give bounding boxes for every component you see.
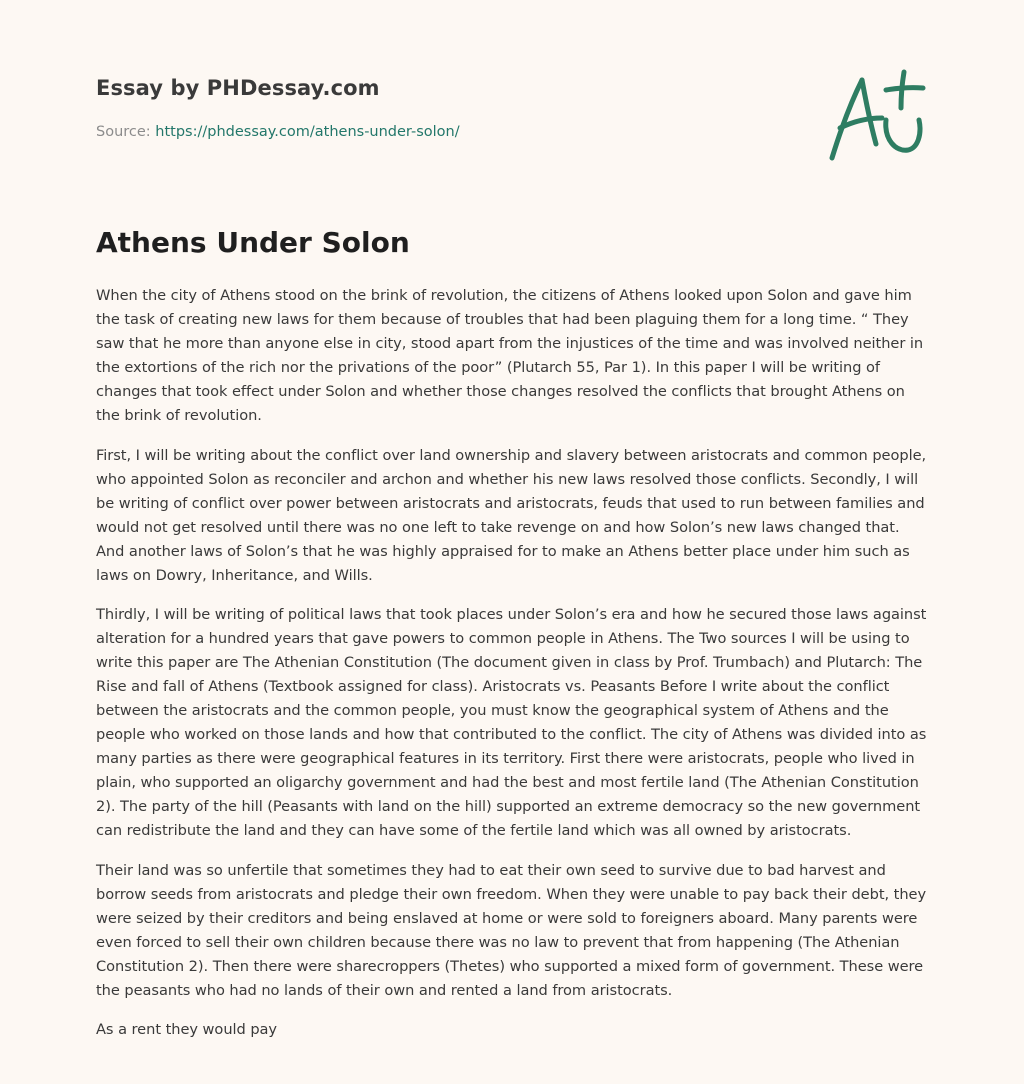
essay-paragraph: As a rent they would pay — [96, 1021, 278, 1038]
essay-paragraph: Thirdly, I will be writing of political laws that took places under Solon’s era and how he secured those laws against alteration for a hundred years that gave powers to common people in Athens. The Two sources I will be using to write this paper are The Athenian Constitution (The document given in class by Prof. Trumbach) and Plutarch: The Rise and fall of Athens (Textbook assigned for class). Aristocrats vs. Peasants Before I write about the conflict between the aristocrats and the common people, you must know the geographical system of Athens and the people who worked on those lands and how that contributed to the conflict. The city of Athens was divided into as many parties as there were geographical features in its territory. First there were aristocrats, people who lived in plain, who supported an oligarchy government and had the best and most fertile land (The Athenian Constitution 2). The party of the hill (Peasants with land on the hill) supported an extreme democracy so the new government can redistribute the land and they can have some of the fertile land which was all owned by aristocrats. — [96, 606, 927, 839]
essay-body — [96, 284, 932, 1058]
source-label: Source: — [96, 124, 156, 140]
essay-paragraph: Their land was so unfertile that sometimes they had to eat their own seed to survive due to bad harvest and borrow seeds from aristocrats and pledge their own freedom. When they were unable to pay back their debt, they were seized by their creditors and being enslaved at home or were sold to foreigners aboard. Many parents were even forced to sell their own children because there was no law to prevent that from happening (The Athenian Constitution 2). Then there were sharecroppers (Thetes) who supported a mixed form of government. These were the peasants who had no lands of their own and rented a land from aristocrats. — [96, 861, 927, 999]
a-plus-grade-icon — [822, 66, 932, 166]
essay-paragraph: First, I will be writing about the conflict over land ownership and slavery between aristocrats and common people, who appointed Solon as reconciler and archon and whether his new laws resolved those conflicts. Secondly, I will be writing of conflict over power between aristocrats and aristocrats, feuds that used to run between families and would not get resolved until there was no one left to take revenge on and how Solon’s new laws changed that. And another laws of Solon’s that he was highly appraised for to make an Athens better place under him such as laws on Dowry, Inheritance, and Wills. — [96, 446, 927, 584]
site-brand: Essay by PHDessay.com — [96, 76, 380, 100]
essay-paragraph: When the city of Athens stood on the brink of revolution, the citizens of Athens looked upon Solon and gave him the task of creating new laws for them because of troubles that had been plaguing them for a long time. “ They saw that he more than anyone else in city, stood apart from the injustices of the time and was involved neither in the extortions of the rich nor the privations of the poor” (Plutarch 55, Par 1). In this paper I will be writing of changes that took effect under Solon and whether those changes resolved the conflicts that brought Athens on the brink of revolution. — [96, 287, 924, 424]
source-line — [96, 124, 460, 140]
logo-strokes — [832, 72, 923, 158]
source-link[interactable]: https://phdessay.com/athens-under-solon/ — [155, 124, 460, 140]
essay-title: Athens Under Solon — [96, 226, 410, 259]
